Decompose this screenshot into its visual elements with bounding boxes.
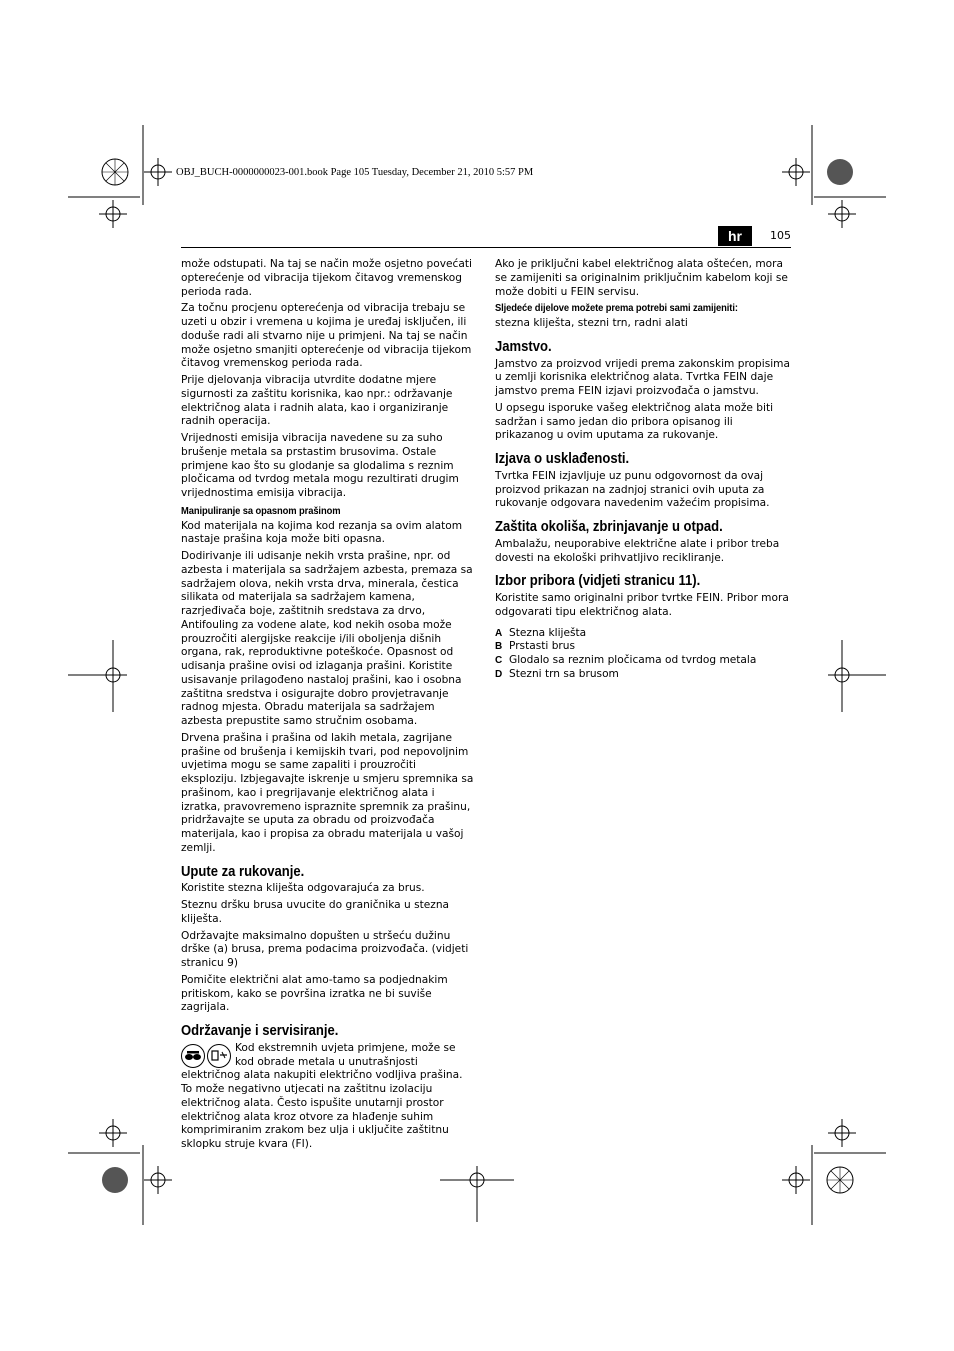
- paragraph: Jamstvo za proizvod vrijedi prema zakonskim propisima u zemlji korisnika električnog alata. Tvrtka FEIN daje jamstvo prema FEIN izjavi proizvođača o jamstvu.: [495, 357, 790, 397]
- paragraph: Vrijednosti emisija vibracija navedene su za suho brušenje metala sa prstastim brusovima. Ostale primjene kao što su glodanje sa glodalima s reznim pločicama od tvrdog metala mogu rezultirati drugim vrijednostima emisija vibracija.: [181, 432, 459, 499]
- list-item: [495, 640, 791, 654]
- item-text: Glodalo sa reznim pločicama od tvrdog metala: [509, 654, 757, 666]
- heading-zastita: Zaštita okoliša, zbrinjavanje u otpad.: [495, 519, 723, 535]
- heading-upute: Upute za rukovanje.: [181, 863, 305, 880]
- paragraph: Kod ekstremnih uvjeta primjene, može se kod obrade metala u unutrašnjosti električnog alata nakupiti električno vodljiva prašina. To može negativno utjecati na zaštitnu izolaciju električnog alata. Često ispušite unutarnji prostor električnog alata kroz otvore za hlađenje suhim komprimiranim zrakom bez ulja i uključite zaštitnu sklopku struje kvara (FI).: [181, 1041, 463, 1150]
- item-key: B: [495, 641, 503, 653]
- file-slug: OBJ_BUCH-0000000023-001.book Page 105 Tuesday, December 21, 2010 5:57 PM: [176, 167, 534, 178]
- paragraph: Ako je priključni kabel električnog alata oštećen, mora se zamijeniti sa originalnim priključnim kabelom koji se može dobiti u FEIN servisu.: [495, 258, 788, 298]
- item-text: Stezni trn sa brusom: [509, 667, 619, 680]
- heading-dust: Manipuliranje sa opasnom prašinom: [181, 505, 341, 517]
- goggles-icon: [181, 1044, 205, 1068]
- language-badge: hr: [718, 226, 752, 246]
- paragraph: Pomičite električni alat amo-tamo sa podjednakim pritiskom, kako se površina izratka ne bi suviše zagrijala.: [181, 973, 448, 1014]
- paragraph: Koristite samo originalni pribor tvrtke FEIN. Pribor mora odgovarati tipu električnog alata.: [495, 592, 789, 618]
- power-disconnect-icon: [207, 1044, 231, 1068]
- safety-icons: [181, 1044, 233, 1068]
- list-item: [495, 654, 791, 668]
- paragraph: Ambalažu, neuporabive električne alate i pribor treba dovesti na ekološki prihvatljivo recikliranje.: [495, 537, 780, 564]
- paragraph: Tvrtka FEIN izjavljuje uz punu odgovornost da ovaj proizvod prikazan na zadnjoj stranici ovih uputa za rukovanje odgovara navedenim važećim propisima.: [495, 469, 770, 510]
- paragraph: može odstupati. Na taj se način može osjetno povećati opterećenje od vibracija tijekom čitavog vremenskog perioda rada.: [181, 258, 472, 298]
- list-item: [495, 627, 791, 641]
- heading-replaceable-parts: Sljedeće dijelove možete prema potrebi sami zamijeniti:: [495, 303, 738, 315]
- paragraph: Steznu dršku brusa uvucite do graničnika u stezna kliješta.: [181, 899, 450, 925]
- header-rule: [181, 247, 791, 248]
- paragraph: Održavajte maksimalno dopušten u stršeću dužinu drške (a) brusa, prema podacima proizvođača. (vidjeti stranicu 9): [181, 929, 469, 969]
- right-column: [495, 258, 791, 682]
- heading-odrzavanje: Održavanje i servisiranje.: [181, 1023, 339, 1039]
- item-key: A: [495, 627, 503, 639]
- paragraph: Koristite stezna kliješta odgovarajuća za brus.: [181, 882, 425, 895]
- left-column: [181, 258, 474, 1155]
- item-key: C: [495, 655, 503, 666]
- paragraph: Za točnu procjenu opterećenja od vibracija trebaju se uzeti u obzir i vremena u kojima je uređaj isključen, ili doduše radi ali stvarno nije u primjeni. Na taj se način može osjetno smanjiti opterećenje od vibracija tijekom čitavog vremenskog perioda rada.: [181, 302, 472, 370]
- paragraph: Kod materijala na kojima kod rezanja sa ovim alatom nastaje prašina koja može biti opasna.: [181, 519, 463, 546]
- item-key: D: [495, 668, 503, 680]
- paragraph: U opsegu isporuke vašeg električnog alata može biti sadržan i samo jedan dio pribora opisanog ili prikazanog u ovim uputama za rukovanje.: [495, 401, 774, 442]
- heading-izjava: Izjava o usklađenosti.: [495, 451, 630, 467]
- heading-jamstvo: Jamstvo.: [495, 338, 552, 355]
- accessory-list: [495, 627, 791, 682]
- paragraph: Dodirivanje ili udisanje nekih vrsta prašine, npr. od azbesta i materijala sa sadržajem azbesta, premaza sa sadržajem olova, nekih vrsta drva, minerala, čestica silikata od materijala sa sadržajem kamena, razrjeđivača boje, zaštitnih sredstava za drvo, Antifouling za vodene alate, kod nekih osoba može prouzročiti alergijske reakcije i/ili oboljenja dišnih organa, rak, reproduktivne poteškoće. Opasnost od udisanja prašine ovisi od izlaganja prašini. Koristite usisavanje prilagođeno nastaloj prašini, kao i osobna zaštitna sredstva i osigurajte dobro provjetravanje radnog mjesta. Obradu materijala sa sadržajem azbesta prepustite samo stručnim osobama.: [181, 550, 473, 727]
- heading-izbor: Izbor pribora (vidjeti stranicu 11).: [495, 573, 701, 590]
- paragraph: Prije djelovanja vibracija utvrdite dodatne mjere sigurnosti za zaštitu korisnika, kao npr.: održavanje električnog alata i radnih alata, kao i organiziranje radnih operacija.: [181, 374, 453, 428]
- paragraph: stezna kliješta, stezni trn, radni alati: [495, 317, 688, 329]
- list-item: [495, 668, 791, 682]
- item-text: Stezna kliješta: [509, 626, 587, 639]
- item-text: Prstasti brus: [509, 640, 576, 653]
- paragraph: Drvena prašina i prašina od lakih metala, zagrijane prašine od brušenja i kemijskih tvari, pod nepovoljnim uvjetima mogu se same zapaliti i prouzročiti eksploziju. Izbjegavajte iskrenje u smjeru spremnika sa prašinom, kao i pregrijavanje električnog alata i izratka, pravovremeno ispraznite spremnik za prašinu, pridržavajte se uputa za obradu od proizvođača materijala, kao i propisa za obradu materijala u vašoj zemlji.: [181, 731, 474, 854]
- page-number: 105: [770, 229, 791, 242]
